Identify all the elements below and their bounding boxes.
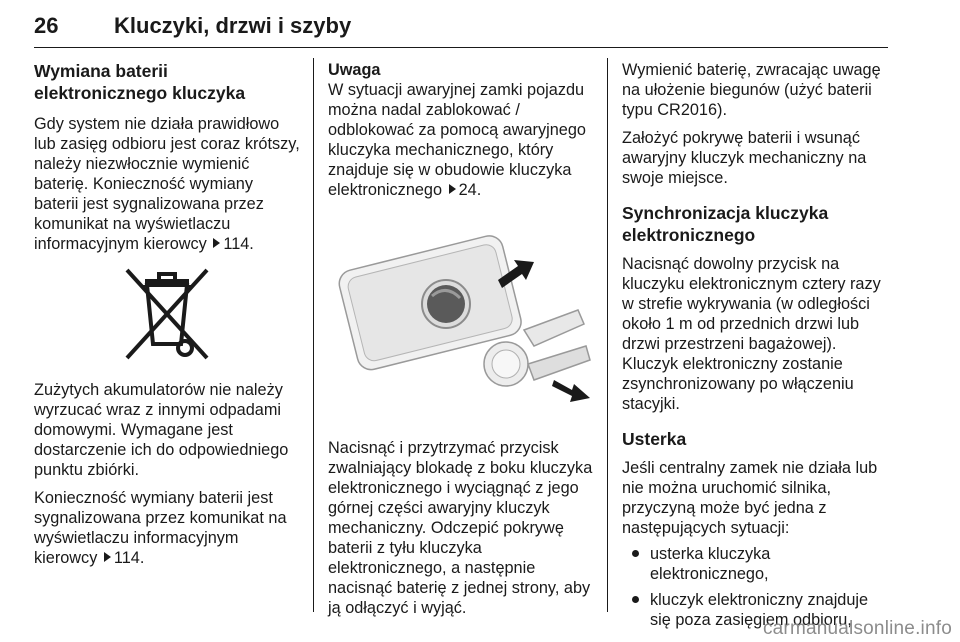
page-ref[interactable]: 114. <box>223 235 254 253</box>
page-number: 26 <box>34 13 59 38</box>
section-heading-sync: Synchronizacja kluczyka elektronicznego <box>622 203 829 245</box>
bullet-icon <box>632 596 639 603</box>
paragraph-text: W sytuacji awaryjnej zamki pojazdu można nadal zablokować / odblokować za pomocą awaryjnego kluczyka mechanicznego, który znajduje się w obudowie kluczyka elektronicznego <box>328 81 586 199</box>
running-title: Kluczyki, drzwi i szyby <box>114 13 352 38</box>
header-rule <box>34 47 888 48</box>
column-divider-2 <box>607 58 608 612</box>
page-ref[interactable]: 24. <box>458 181 482 199</box>
column-divider-1 <box>313 58 314 612</box>
note-text <box>328 80 594 200</box>
key-fob-diagram <box>328 214 594 426</box>
paragraph-text: Gdy system nie działa prawidłowo lub zasięg odbioru jest coraz krótszy, należy niezwłocznie wymienić baterię. Konieczność wymiany baterii jest sygnalizowana przez komunikat na wyświetlaczu informacyjnym kierowcy <box>34 115 300 253</box>
crossed-out-bin-icon <box>117 266 217 362</box>
list-item-text: usterka kluczyka elektronicznego, <box>650 545 771 583</box>
column-3 <box>622 60 888 630</box>
note-label: Uwaga <box>328 61 381 79</box>
watermark: carmanualsonline.info <box>762 618 952 639</box>
paragraph-battery-message <box>34 488 300 568</box>
paragraph-fault: Jeśli centralny zamek nie działa lub nie można uruchomić silnika, przyczyną może być jedna z następujących sytuacji: <box>622 459 878 537</box>
paragraph-replace-battery: Wymienić baterię, zwracając uwagę na ułożenie biegunów (użyć baterii typu CR2016). <box>622 61 881 119</box>
paragraph-text: Konieczność wymiany baterii jest sygnalizowana przez komunikat na wyświetlaczu informacyjnym kierowcy <box>34 489 287 567</box>
paragraph-battery-intro <box>34 114 300 254</box>
bullet-icon <box>632 550 639 557</box>
column-1 <box>34 60 300 568</box>
column-2 <box>328 60 594 618</box>
paragraph-disposal: Zużytych akumulatorów nie należy wyrzucać wraz z innymi odpadami domowymi. Wymagane jest dostarczenie ich do odpowiedniego punktu zbiórki. <box>34 381 289 479</box>
section-heading-fault: Usterka <box>622 429 687 449</box>
list-item-text: kluczyk elektroniczny znajduje się poza zasięgiem odbioru, <box>650 591 869 629</box>
key-battery-illustration <box>328 214 594 426</box>
page-header <box>34 6 888 46</box>
list-item <box>622 544 888 584</box>
section-heading-battery: Wymiana baterii elektronicznego kluczyka <box>34 61 246 103</box>
paragraph-remove-battery: Nacisnąć i przytrzymać przycisk zwalniający blokadę z boku kluczyka elektronicznego i wyciągnąć z jego górnej części awaryjny kluczyk mechaniczny. Odczepić pokrywę baterii z tyłu kluczyka elektronicznego, a następnie nacisnąć baterię z jednej strony, aby ją odłączyć i wyjąć. <box>328 439 593 617</box>
paragraph-refit-cover: Założyć pokrywę baterii i wsunąć awaryjny kluczyk mechaniczny na swoje miejsce. <box>622 129 867 187</box>
page-ref-arrow-icon <box>449 184 456 194</box>
paragraph-sync: Nacisnąć dowolny przycisk na kluczyku elektronicznym cztery razy w strefie wykrywania (w odległości około 1 m od przednich drzwi lub drzwi przestrzeni bagażowej). Kluczyk elektroniczny zostanie zsynchronizowany po włączeniu stacyjki. <box>622 255 881 413</box>
page-ref-arrow-icon <box>213 238 220 248</box>
page-ref[interactable]: 114. <box>113 549 145 567</box>
page-ref-arrow-icon <box>104 552 111 562</box>
recycling-symbol <box>34 266 300 364</box>
